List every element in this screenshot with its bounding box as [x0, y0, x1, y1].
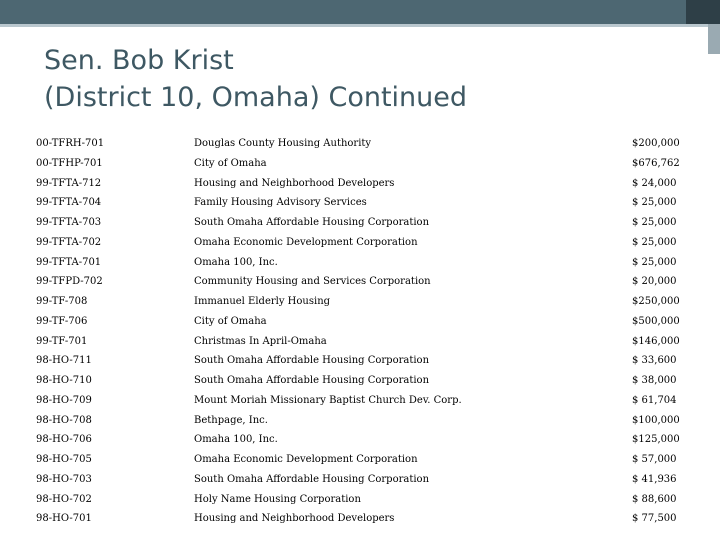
amount-cell: $100,000 — [632, 414, 680, 426]
organization-cell: South Omaha Affordable Housing Corporation — [194, 473, 430, 485]
top-rule — [0, 24, 720, 27]
table-row — [36, 174, 684, 194]
organization-cell: Holy Name Housing Corporation — [194, 493, 361, 505]
slide-title-line-2: (District 10, Omaha) Continued — [44, 82, 468, 113]
grant-code-cell: 98-HO-709 — [36, 394, 92, 406]
table-row — [36, 411, 684, 431]
amount-cell: $ 88,600 — [632, 493, 677, 505]
table-row — [36, 470, 684, 490]
grant-code-cell: 99-TF-706 — [36, 315, 88, 327]
amount-cell: $ 33,600 — [632, 355, 677, 367]
grant-code-cell: 99-TF-708 — [36, 296, 88, 307]
organization-cell: Immanuel Elderly Housing — [194, 296, 331, 307]
grant-code-cell: 99-TF-701 — [36, 335, 88, 347]
grant-code-cell: 00-TFRH-701 — [36, 138, 105, 149]
grant-code-cell: 98-HO-711 — [36, 355, 92, 367]
table-row — [36, 312, 684, 332]
grant-code-cell: 98-HO-706 — [36, 434, 92, 446]
right-accent-bar — [708, 24, 720, 54]
amount-cell: $ 25,000 — [632, 256, 677, 268]
amount-cell: $146,000 — [632, 335, 680, 347]
organization-cell: Mount Moriah Missionary Baptist Church Dev. Corp. — [194, 394, 462, 406]
grant-code-cell: 99-TFTA-703 — [36, 217, 102, 228]
table-row — [36, 213, 684, 233]
organization-cell: Omaha 100, Inc. — [194, 256, 278, 268]
top-banner-corner — [686, 0, 720, 24]
grant-code-cell: 99-TFTA-701 — [36, 256, 102, 268]
organization-cell: South Omaha Affordable Housing Corporation — [194, 375, 430, 386]
organization-cell: Bethpage, Inc. — [194, 414, 268, 426]
table-row — [36, 332, 684, 352]
table-row — [36, 430, 684, 450]
grant-code-cell: 99-TFPD-702 — [36, 276, 103, 288]
table-row — [36, 134, 684, 154]
table-row — [36, 272, 684, 292]
organization-cell: Family Housing Advisory Services — [194, 197, 367, 209]
organization-cell: City of Omaha — [194, 157, 267, 169]
amount-cell: $ 25,000 — [632, 217, 677, 228]
organization-cell: Omaha 100, Inc. — [194, 434, 278, 446]
grant-code-cell: 98-HO-705 — [36, 454, 92, 465]
table-row — [36, 351, 684, 371]
organization-cell: Christmas In April-Omaha — [194, 335, 327, 347]
organization-cell: South Omaha Affordable Housing Corporation — [194, 355, 430, 367]
table-row — [36, 450, 684, 470]
table-row — [36, 193, 684, 213]
organization-cell: Community Housing and Services Corporation — [194, 276, 431, 288]
organization-cell: Omaha Economic Development Corporation — [194, 454, 418, 465]
organization-cell: Housing and Neighborhood Developers — [194, 177, 395, 189]
amount-cell: $676,762 — [632, 157, 680, 169]
slide-title — [44, 42, 684, 116]
grant-code-cell: 98-HO-702 — [36, 493, 92, 505]
amount-cell: $125,000 — [632, 434, 680, 446]
amount-cell: $ 20,000 — [632, 276, 677, 288]
amount-cell: $ 61,704 — [632, 394, 677, 406]
amount-cell: $ 41,936 — [632, 473, 677, 485]
table-row — [36, 371, 684, 391]
top-banner — [0, 0, 720, 24]
amount-cell: $ 24,000 — [632, 177, 677, 189]
amount-cell: $ 38,000 — [632, 375, 677, 386]
grant-code-cell: 98-HO-703 — [36, 473, 92, 485]
grant-code-cell: 99-TFTA-712 — [36, 177, 102, 189]
organization-cell: Omaha Economic Development Corporation — [194, 236, 418, 248]
table-row — [36, 253, 684, 273]
amount-cell: $500,000 — [632, 315, 680, 327]
grant-code-cell: 98-HO-710 — [36, 375, 92, 386]
table-row — [36, 391, 684, 411]
amount-cell: $ 25,000 — [632, 236, 677, 248]
amount-cell: $200,000 — [632, 138, 680, 149]
organization-cell: Housing and Neighborhood Developers — [194, 513, 395, 525]
organization-cell: South Omaha Affordable Housing Corporation — [194, 217, 430, 228]
organization-cell: City of Omaha — [194, 315, 267, 327]
table-row — [36, 292, 684, 312]
amount-cell: $ 77,500 — [632, 513, 677, 525]
table-row — [36, 154, 684, 174]
table-row — [36, 509, 684, 529]
grant-code-cell: 99-TFTA-702 — [36, 236, 102, 248]
amount-cell: $ 57,000 — [632, 454, 677, 465]
amount-cell: $250,000 — [632, 296, 680, 307]
table-row — [36, 490, 684, 510]
grant-code-cell: 00-TFHP-701 — [36, 157, 103, 169]
grant-code-cell: 98-HO-708 — [36, 414, 92, 426]
grant-table — [36, 134, 684, 529]
grant-code-cell: 98-HO-701 — [36, 513, 92, 525]
grant-code-cell: 99-TFTA-704 — [36, 197, 102, 209]
organization-cell: Douglas County Housing Authority — [194, 138, 372, 149]
amount-cell: $ 25,000 — [632, 197, 677, 209]
slide-title-line-1: Sen. Bob Krist — [44, 45, 234, 76]
table-row — [36, 233, 684, 253]
